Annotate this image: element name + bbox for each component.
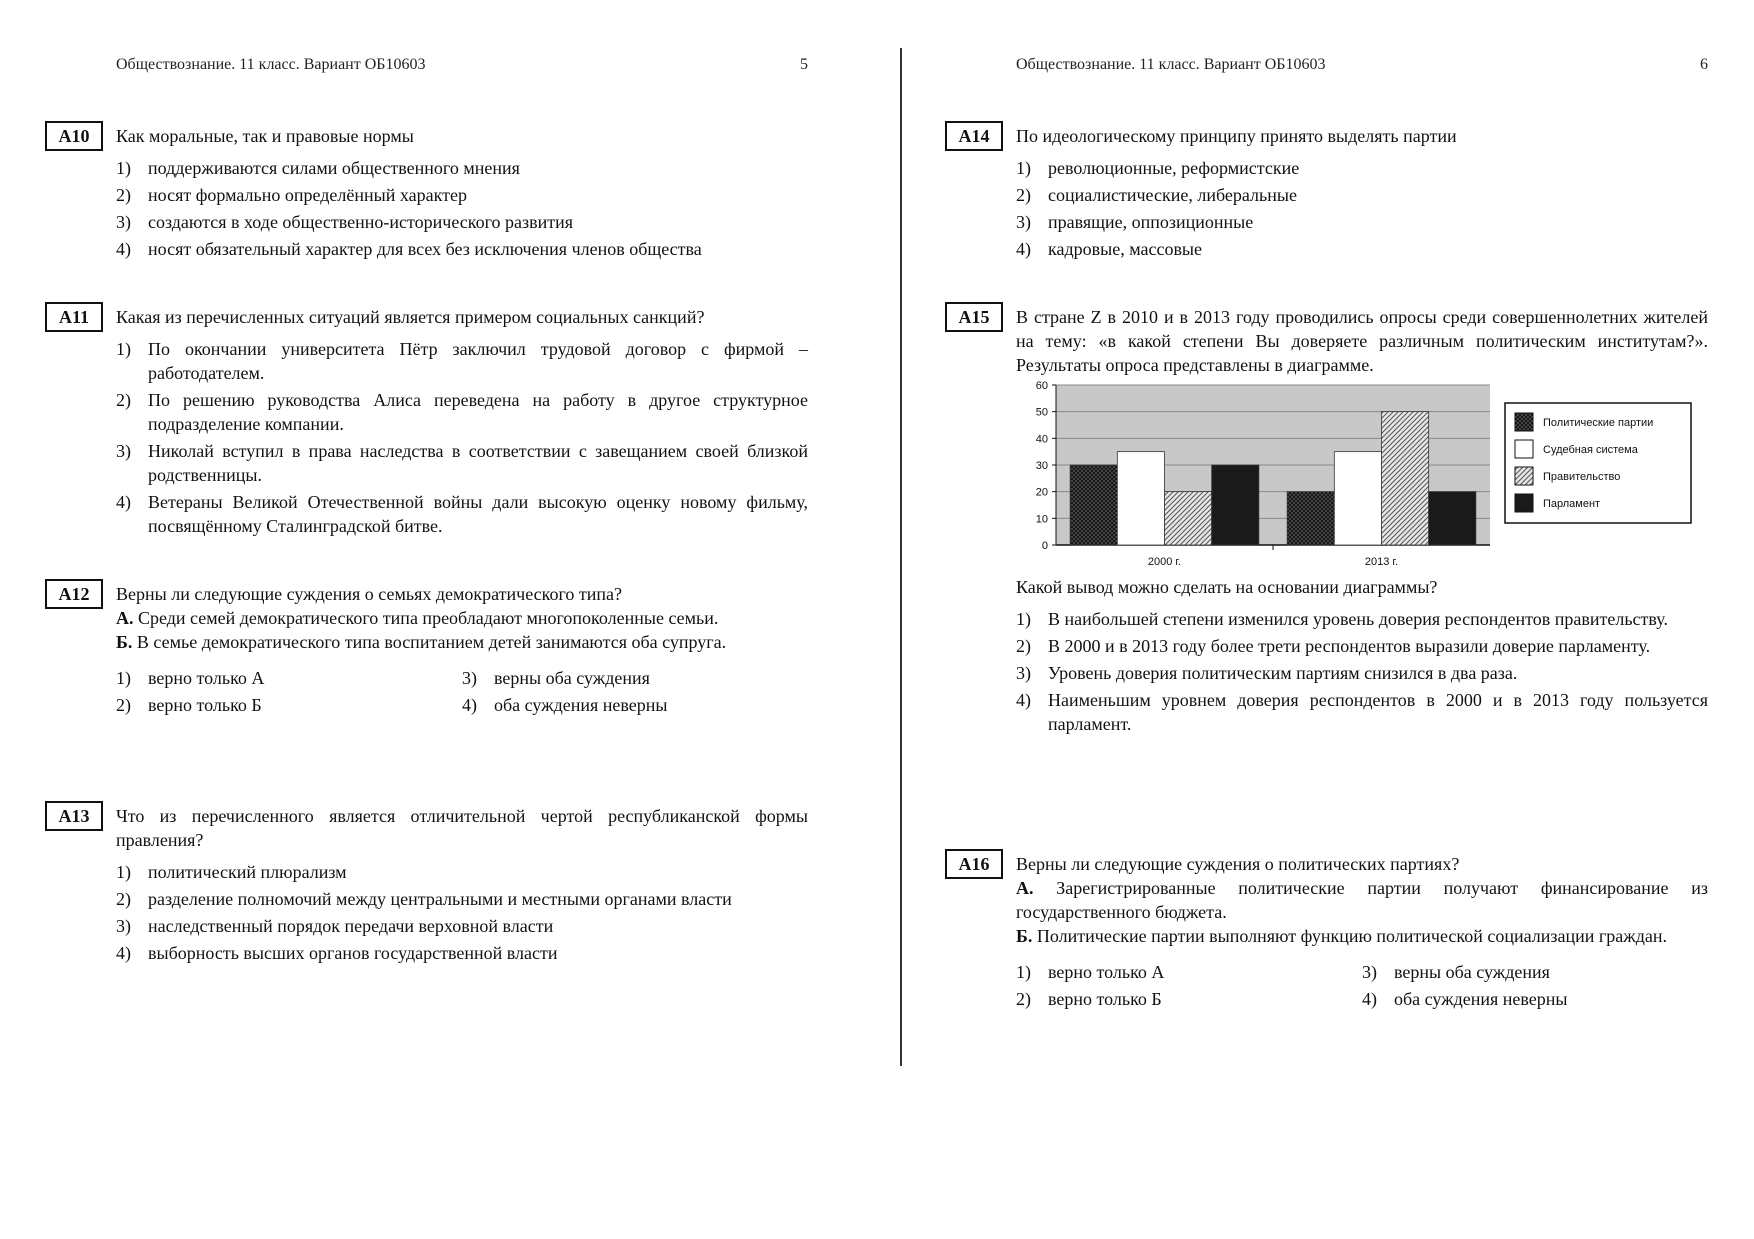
- page-header: Обществознание. 11 класс. Вариант ОБ10603: [116, 56, 426, 73]
- answer-option[interactable]: 4) Наименьшим уровнем доверия респондентов в 2000 и в 2013 году пользуется парламент.: [1016, 690, 1708, 734]
- bar-4: [1429, 492, 1476, 545]
- question-a12: [58, 582, 808, 717]
- question-text: По идеологическому принципу принято выделять партии: [1016, 126, 1457, 146]
- answer-option[interactable]: 3) верны оба суждения: [462, 668, 650, 688]
- answer-option[interactable]: 2) социалистические, либеральные: [1016, 185, 1297, 205]
- question-text: Что из перечисленного является отличительной чертой республиканской формы правления?: [116, 806, 808, 850]
- question-text: В стране Z в 2010 и в 2013 году проводились опросы среди совершеннолетних жителей на тему: «в какой степени Вы доверяете различным политическим институтам?». Результаты опроса представлены в диаграмме.: [1016, 307, 1708, 375]
- question-label: A10: [45, 121, 103, 151]
- y-tick-label: 40: [1035, 433, 1048, 446]
- bar-4: [1212, 465, 1259, 545]
- answer-option[interactable]: 4) выборность высших органов государственной власти: [116, 943, 558, 963]
- answer-option[interactable]: 1) революционные, реформистские: [1016, 158, 1300, 178]
- x-tick-label: 2000 г.: [1147, 556, 1182, 568]
- answer-options: [116, 666, 808, 717]
- legend-label: Судебная система: [1543, 444, 1638, 456]
- answer-option[interactable]: 2) верно только Б: [116, 695, 262, 715]
- y-tick-label: 50: [1035, 406, 1048, 419]
- chart-legend: [1505, 403, 1691, 523]
- bar-3: [1165, 492, 1212, 545]
- y-tick-label: 30: [1035, 460, 1048, 472]
- answer-option[interactable]: 4) оба суждения неверны: [1362, 989, 1568, 1009]
- answer-option[interactable]: 1) верно только А: [116, 668, 265, 688]
- answer-option[interactable]: 2) В 2000 и в 2013 году более трети респондентов выразили доверие парламенту.: [1016, 636, 1651, 656]
- bar-2: [1334, 452, 1381, 545]
- answer-option[interactable]: 2) носят формально определённый характер: [116, 185, 467, 205]
- question-text: Верны ли следующие суждения о политических партиях?: [1016, 854, 1460, 874]
- answer-option[interactable]: 1) политический плюрализм: [116, 862, 347, 882]
- answer-option[interactable]: 3) Николай вступил в права наследства в соответствии с завещанием своей близкой родственницы.: [116, 441, 808, 485]
- answer-option[interactable]: 2) разделение полномочий между центральными и местными органами власти: [116, 889, 732, 909]
- question-a10: [58, 124, 808, 264]
- bar-1: [1287, 492, 1334, 545]
- answer-options: [1016, 156, 1708, 261]
- question-a11: [58, 305, 808, 541]
- trust-bar-chart: [1016, 379, 1708, 575]
- answer-option[interactable]: 3) правящие, оппозиционные: [1016, 212, 1254, 232]
- page-header: Обществознание. 11 класс. Вариант ОБ10603: [1016, 56, 1326, 73]
- legend-swatch: [1515, 467, 1533, 485]
- judgement-b: Б. Политические партии выполняют функцию политической социализации граждан.: [1016, 926, 1667, 946]
- answer-options: [116, 337, 808, 538]
- question-label: A15: [945, 302, 1003, 332]
- chart-question: Какой вывод можно сделать на основании диаграммы?: [1016, 577, 1438, 597]
- bar-3: [1382, 412, 1429, 545]
- plot-area: [1036, 380, 1490, 568]
- answer-options: [1016, 960, 1708, 1011]
- answer-option[interactable]: 1) верно только А: [1016, 962, 1165, 982]
- page-number: 5: [800, 56, 808, 73]
- answer-option[interactable]: 2) верно только Б: [1016, 989, 1162, 1009]
- question-a16: [958, 852, 1708, 1011]
- question-a13: [58, 804, 808, 968]
- legend-swatch: [1515, 413, 1533, 431]
- answer-option[interactable]: 1) поддерживаются силами общественного мнения: [116, 158, 520, 178]
- legend-label: Правительство: [1543, 471, 1621, 483]
- question-label: A14: [945, 121, 1003, 151]
- question-label: A12: [45, 579, 103, 609]
- legend-label: Парламент: [1543, 498, 1601, 510]
- y-tick-label: 60: [1035, 380, 1048, 392]
- answer-option[interactable]: 1) В наибольшей степени изменился уровень доверия респондентов правительству.: [1016, 609, 1668, 629]
- bar-1: [1070, 465, 1117, 545]
- legend-swatch: [1515, 440, 1533, 458]
- page-divider: [900, 48, 902, 1066]
- x-tick-label: 2013 г.: [1364, 556, 1399, 568]
- y-tick-label: 20: [1035, 486, 1048, 499]
- answer-options: [1016, 607, 1708, 736]
- question-label: A13: [45, 801, 103, 831]
- y-tick-label: 10: [1035, 513, 1048, 526]
- answer-option[interactable]: 3) наследственный порядок передачи верховной власти: [116, 916, 554, 936]
- answer-option[interactable]: 2) По решению руководства Алиса переведена на работу в другое структурное подразделение компании.: [116, 390, 808, 434]
- answer-option[interactable]: 4) кадровые, массовые: [1016, 239, 1203, 259]
- answer-option[interactable]: 1) По окончании университета Пётр заключил трудовой договор с фирмой – работодателем.: [116, 339, 808, 383]
- bar-2: [1117, 452, 1164, 545]
- legend-label: Политические партии: [1543, 417, 1654, 429]
- answer-option[interactable]: 4) носят обязательный характер для всех без исключения членов общества: [116, 239, 702, 259]
- question-label: A11: [45, 302, 103, 332]
- judgement-a: А. Среди семей демократического типа преобладают многопоколенные семьи.: [116, 608, 719, 628]
- answer-option[interactable]: 4) оба суждения неверны: [462, 695, 668, 715]
- answer-options: [116, 860, 808, 965]
- question-a15: [958, 305, 1708, 739]
- page-number: 6: [1700, 56, 1708, 73]
- answer-option[interactable]: 4) Ветераны Великой Отечественной войны дали высокую оценку новому фильму, посвящённому Сталинградской битве.: [116, 492, 808, 536]
- judgement-a: А. Зарегистрированные политические партии получают финансирование из государственного бюджета.: [1016, 878, 1708, 922]
- question-label: A16: [945, 849, 1003, 879]
- answer-option[interactable]: 3) Уровень доверия политическим партиям снизился в два раза.: [1016, 663, 1518, 683]
- answer-option[interactable]: 3) создаются в ходе общественно-исторического развития: [116, 212, 574, 232]
- judgement-b: Б. В семье демократического типа воспитанием детей занимаются оба супруга.: [116, 632, 727, 652]
- answer-options: [116, 156, 808, 261]
- legend-swatch: [1515, 494, 1533, 512]
- answer-option[interactable]: 3) верны оба суждения: [1362, 962, 1550, 982]
- question-text: Какая из перечисленных ситуаций является примером социальных санкций?: [116, 307, 705, 327]
- y-tick-label: 0: [1041, 540, 1048, 552]
- question-a14: [958, 124, 1708, 264]
- question-text: Верны ли следующие суждения о семьях демократического типа?: [116, 584, 623, 604]
- question-text: Как моральные, так и правовые нормы: [116, 126, 414, 146]
